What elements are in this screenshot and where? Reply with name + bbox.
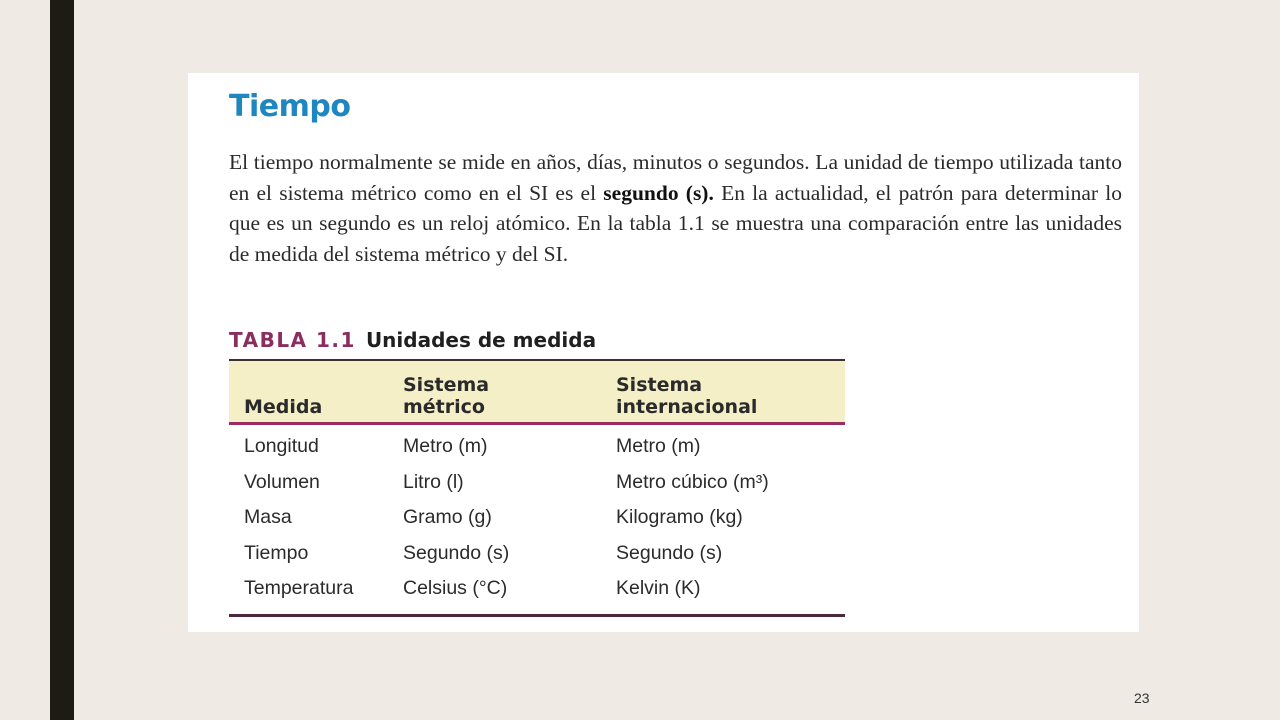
- cell-metrico: Celsius (°C): [403, 577, 508, 599]
- cell-medida: Temperatura: [244, 577, 354, 599]
- table-title: Unidades de medida: [365, 328, 597, 352]
- table-caption: [229, 328, 596, 352]
- table-body: [229, 425, 845, 614]
- table-row: [229, 430, 845, 466]
- cell-metrico: Gramo (g): [403, 506, 492, 528]
- table-number: TABLA 1.1: [229, 328, 356, 352]
- cell-si: Segundo (s): [616, 541, 723, 564]
- cell-metrico: Metro (m): [403, 435, 488, 457]
- cell-si: Kilogramo (kg): [616, 506, 743, 528]
- table-header-row: [229, 361, 845, 422]
- left-accent-bar: [50, 0, 74, 720]
- paragraph-text-2: En la actualidad, el patrón para determinar lo que es un segundo es un reloj atómico. En la tabla 1.1 se muestra una comparación entre las unidades de medida del sistema métrico y del SI.: [229, 180, 1122, 266]
- cell-medida: Masa: [244, 506, 292, 528]
- cell-medida: Volumen: [244, 470, 320, 493]
- cell-si: Metro (m): [616, 435, 701, 457]
- section-heading: Tiempo: [229, 89, 351, 124]
- table-row: [229, 572, 845, 608]
- cell-metrico: Segundo (s): [403, 541, 510, 564]
- body-paragraph: [229, 147, 1122, 269]
- table-row: [229, 537, 845, 573]
- table-row: [229, 466, 845, 502]
- cell-si: Kelvin (K): [616, 577, 701, 599]
- table-row: [229, 501, 845, 537]
- content-image-panel: [188, 73, 1139, 632]
- cell-metrico: Litro (l): [403, 470, 464, 493]
- header-medida: Medida: [244, 396, 323, 418]
- cell-medida: Tiempo: [244, 541, 309, 564]
- paragraph-text-1: El tiempo normalmente se mide en años, días, minutos o segundos. La unidad de tiempo utilizada tanto en el sistema métrico como en el SI es el: [229, 150, 1122, 205]
- page-number: 23: [1134, 690, 1150, 706]
- header-sistema-metrico: Sistema métrico: [403, 374, 490, 418]
- table-bottom-rule: [229, 614, 845, 617]
- units-table: [229, 359, 845, 617]
- cell-medida: Longitud: [244, 435, 319, 457]
- paragraph-bold-term: segundo (s).: [603, 180, 714, 205]
- header-sistema-internacional: Sistema internacional: [616, 374, 758, 418]
- cell-si: Metro cúbico (m³): [616, 470, 769, 493]
